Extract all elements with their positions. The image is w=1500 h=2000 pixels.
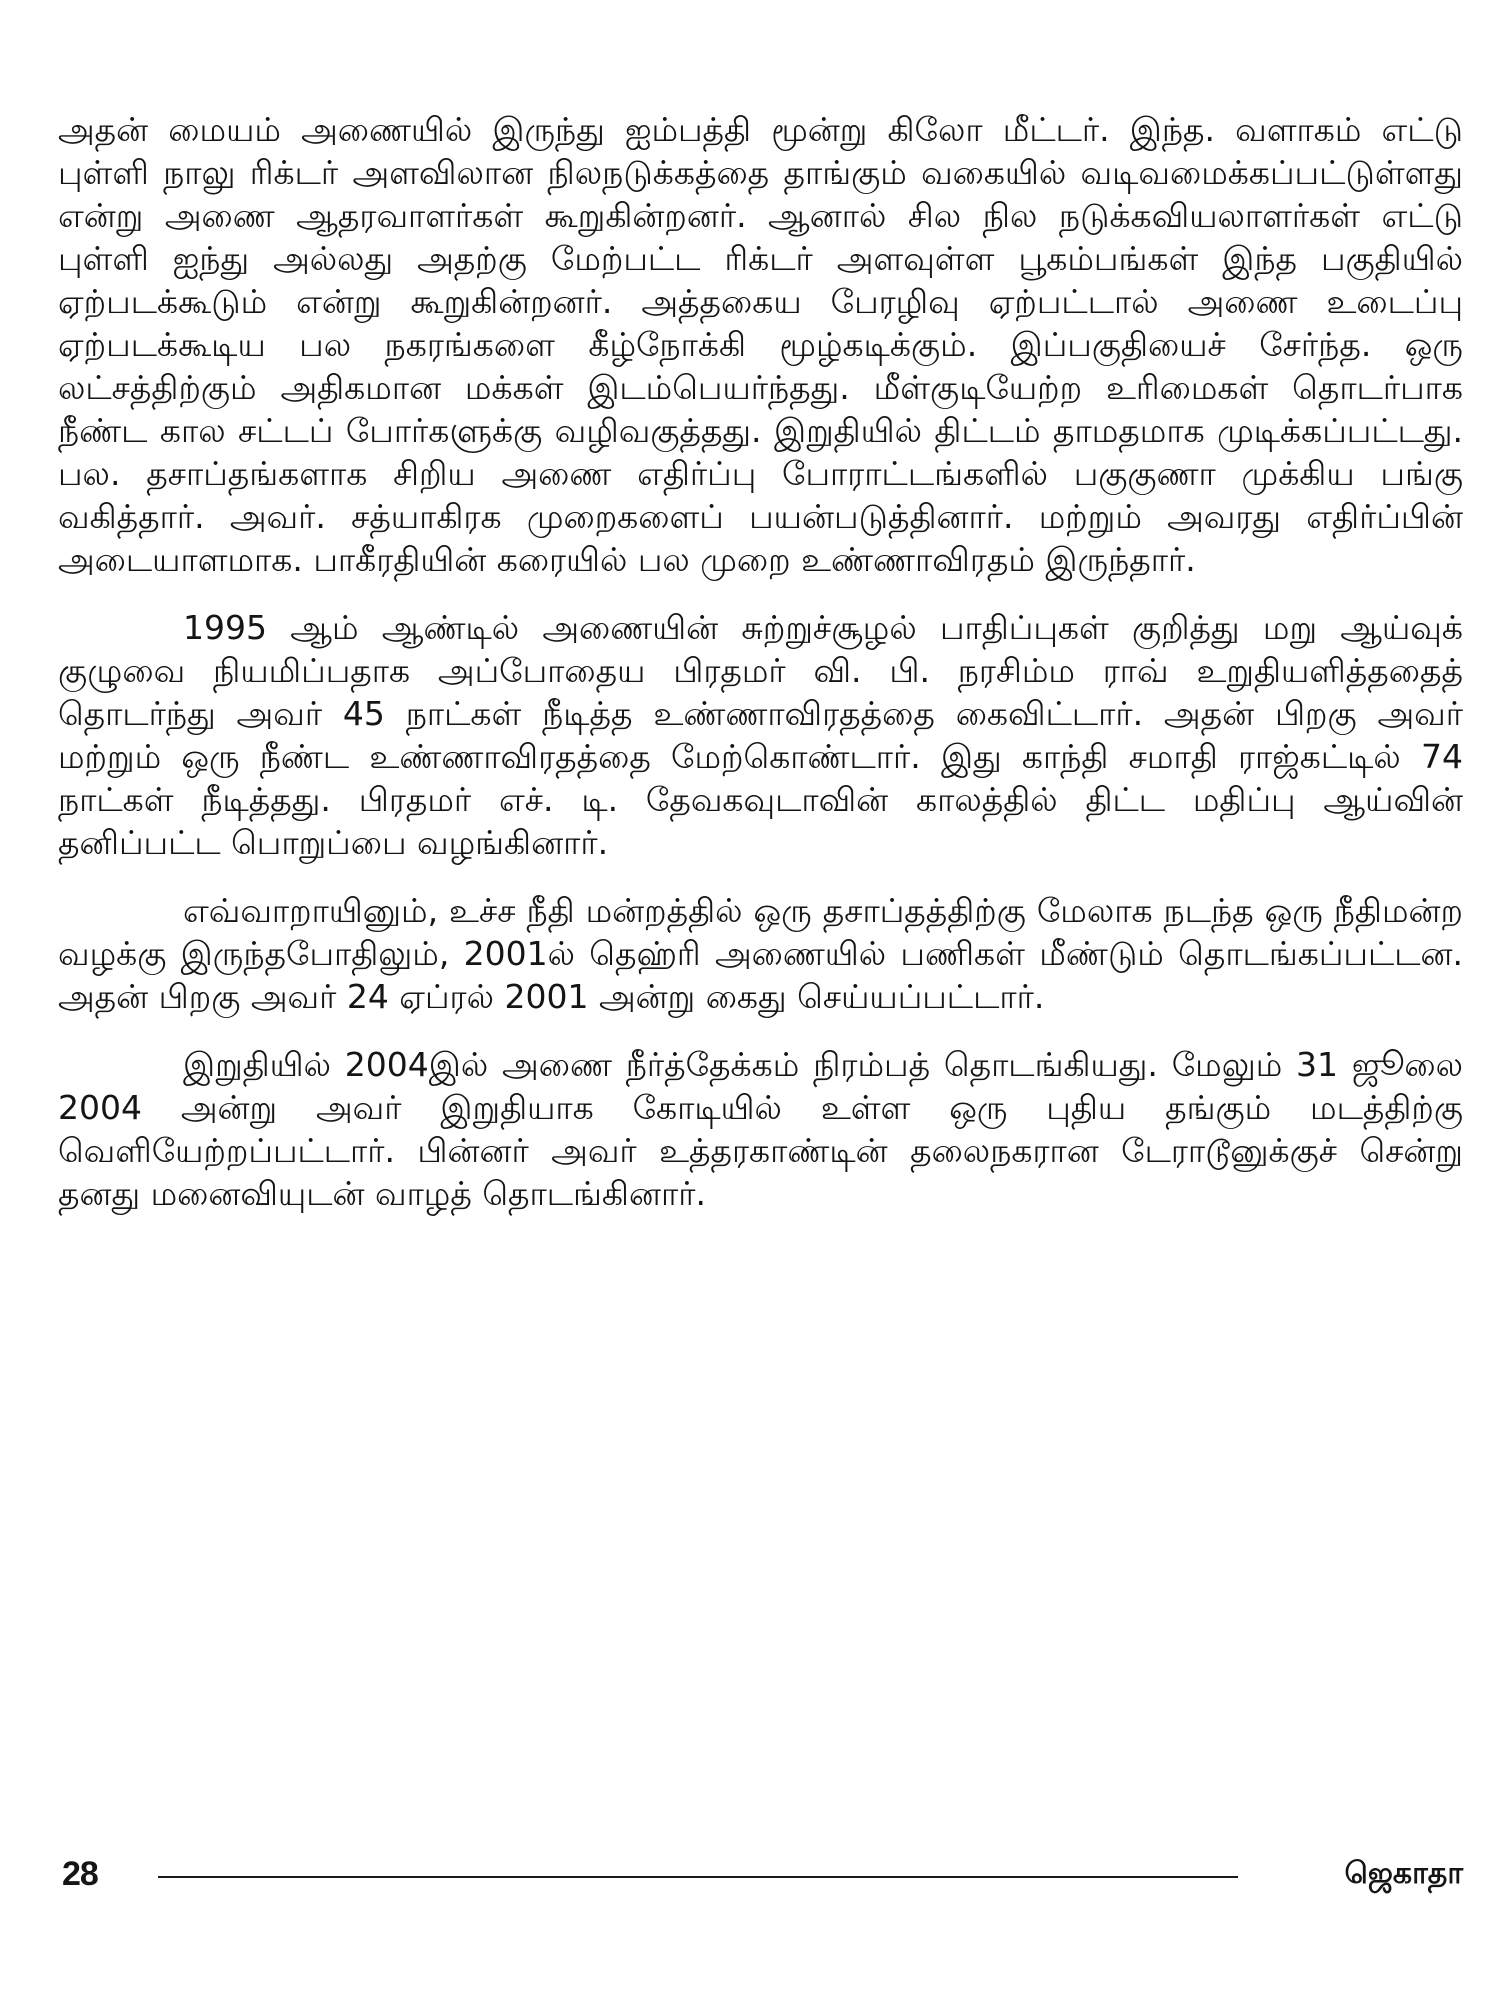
running-head-author: ஜெகாதா xyxy=(1344,1856,1463,1891)
paragraph-1: அதன் மையம் அணையில் இருந்து ஐம்பத்தி மூன்று கிலோ மீட்டர். இந்த. வளாகம் எட்டு புள்ளி நாலு ரிக்டர் அளவிலான நிலநடுக்கத்தை தாங்கும் வகையில் வடிவமைக்கப்பட்டுள்ளது என்று அணை ஆதரவாளர்கள் கூறுகின்றனர். ஆனால் சில நில நடுக்கவியலாளர்கள் எட்டு புள்ளி ஐந்து அல்லது அதற்கு மேற்பட்ட ரிக்டர் அளவுள்ள பூகம்பங்கள் இந்த பகுதியில் ஏற்படக்கூடும் என்று கூறுகின்றனர். அத்தகைய பேரழிவு ஏற்பட்டால் அணை உடைப்பு ஏற்படக்கூடிய பல நகரங்களை கீழ்நோக்கி மூழ்கடிக்கும். இப்பகுதியைச் சேர்ந்த. ஒரு லட்சத்திற்கும் அதிகமான மக்கள் இடம்பெயர்ந்தது. மீள்குடியேற்ற உரிமைகள் தொடர்பாக நீண்ட கால சட்டப் போர்களுக்கு வழிவகுத்தது. இறுதியில் திட்டம் தாமதமாக முடிக்கப்பட்டது. பல. தசாப்தங்களாக சிறிய அணை எதிர்ப்பு போராட்டங்களில் பகுகுணா முக்கிய பங்கு வகித்தார். அவர். சத்யாகிரக முறைகளைப் பயன்படுத்தினார். மற்றும் அவரது எதிர்ப்பின் அடையாளமாக. பாகீரதியின் கரையில் பல முறை உண்ணாவிரதம் இருந்தார். xyxy=(58,110,1463,579)
page-footer xyxy=(58,1852,1463,1902)
footer-rule xyxy=(158,1876,1238,1878)
paragraph-2: 1995 ஆம் ஆண்டில் அணையின் சுற்றுச்சூழல் பாதிப்புகள் குறித்து மறு ஆய்வுக் குழுவை நியமிப்பதாக அப்போதைய பிரதமர் வி. பி. நரசிம்ம ராவ் உறுதியளித்ததைத் தொடர்ந்து அவர் 45 நாட்கள் நீடித்த உண்ணாவிரதத்தை கைவிட்டார். அதன் பிறகு அவர் மற்றும் ஒரு நீண்ட உண்ணாவிரதத்தை மேற்கொண்டார். இது காந்தி சமாதி ராஜ்கட்டில் 74 நாட்கள் நீடித்தது. பிரதமர் எச். டி. தேவகவுடாவின் காலத்தில் திட்ட மதிப்பு ஆய்வின் தனிப்பட்ட பொறுப்பை வழங்கினார். xyxy=(58,608,1463,862)
page-number: 28 xyxy=(62,1855,98,1893)
paragraph-3: எவ்வாறாயினும், உச்ச நீதி மன்றத்தில் ஒரு தசாப்தத்திற்கு மேலாக நடந்த ஒரு நீதிமன்ற வழக்கு இருந்தபோதிலும், 2001ல் தெஹ்ரி அணையில் பணிகள் மீண்டும் தொடங்கப்பட்டன. அதன் பிறகு அவர் 24 ஏப்ரல் 2001 அன்று கைது செய்யப்பட்டார். xyxy=(58,891,1463,1016)
paragraph-4: இறுதியில் 2004இல் அணை நீர்த்தேக்கம் நிரம்பத் தொடங்கியது. மேலும் 31 ஜூலை 2004 அன்று அவர் இறுதியாக கோடியில் உள்ள ஒரு புதிய தங்கும் மடத்திற்கு வெளியேற்றப்பட்டார். பின்னர் அவர் உத்தரகாண்டின் தலைநகரான டேராடூனுக்குச் சென்று தனது மனைவியுடன் வாழத் தொடங்கினார். xyxy=(58,1045,1463,1213)
body-text xyxy=(58,108,1463,1240)
